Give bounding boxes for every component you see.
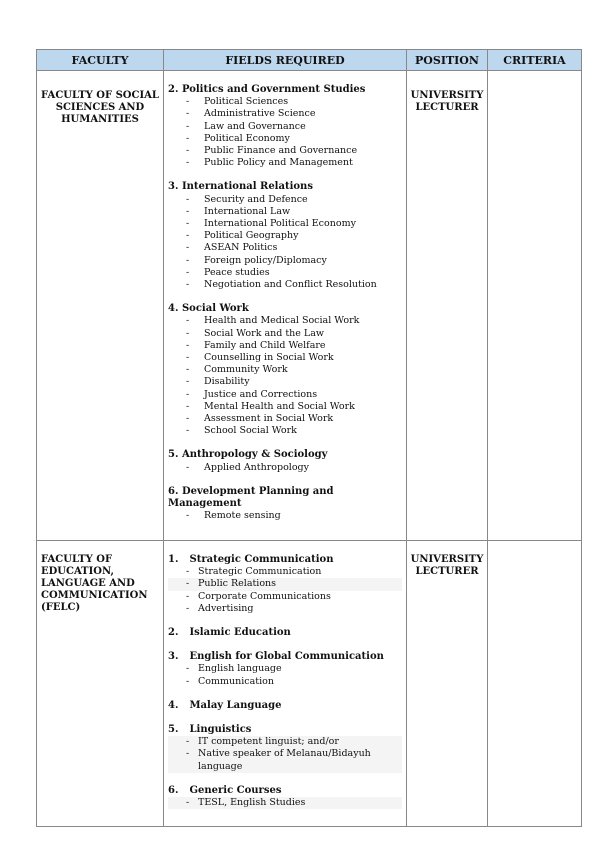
field-items xyxy=(168,736,402,773)
dash-bullet-icon: - xyxy=(186,663,190,675)
field-section-title xyxy=(168,651,402,663)
dash-bullet-icon: - xyxy=(186,736,190,748)
dash-bullet-icon: - xyxy=(186,205,190,217)
field-item-text: International Political Economy xyxy=(204,218,356,230)
field-section-title xyxy=(168,700,402,712)
position-cell: UNIVERSITY LECTURER xyxy=(407,541,488,827)
field-item-text: Native speaker of Melanau/Bidayuh language xyxy=(198,748,371,772)
criteria-cell xyxy=(488,541,582,827)
field-section-title xyxy=(168,181,402,193)
dash-bullet-icon: - xyxy=(186,218,190,230)
field-section-label: Generic Courses xyxy=(189,784,282,796)
dash-bullet-icon: - xyxy=(186,242,190,254)
field-items xyxy=(168,510,402,522)
list-item xyxy=(168,603,402,615)
dash-bullet-icon: - xyxy=(186,315,190,327)
dash-bullet-icon: - xyxy=(186,132,190,144)
field-item-text: Social Work and the Law xyxy=(204,327,325,339)
field-section-number: 4. xyxy=(168,699,179,711)
field-item-text: Foreign policy/Diplomacy xyxy=(204,254,327,266)
field-section-title xyxy=(168,554,402,566)
field-section xyxy=(168,651,402,688)
field-items xyxy=(168,566,402,615)
field-item-text: Strategic Communication xyxy=(198,566,322,578)
field-items xyxy=(168,315,402,437)
fields-cell xyxy=(164,541,407,827)
header-faculty: FACULTY xyxy=(37,50,164,71)
list-item xyxy=(168,462,402,474)
field-section-number: 1. xyxy=(168,554,179,565)
criteria-cell xyxy=(488,71,582,541)
field-section xyxy=(168,785,402,809)
field-section xyxy=(168,554,402,615)
list-item xyxy=(168,401,402,413)
field-item-text: Counselling in Social Work xyxy=(204,352,334,364)
faculty-cell: FACULTY OF SOCIAL SCIENCES AND HUMANITIES xyxy=(37,71,164,541)
dash-bullet-icon: - xyxy=(186,120,190,132)
field-items xyxy=(168,462,402,474)
field-item-text: IT competent linguist; and/or xyxy=(198,736,339,748)
field-item-text: Mental Health and Social Work xyxy=(204,400,355,412)
list-item xyxy=(168,676,402,688)
fields-list xyxy=(168,554,402,809)
field-section-number: 5. xyxy=(168,724,179,736)
dash-bullet-icon: - xyxy=(186,675,190,687)
dash-bullet-icon: - xyxy=(186,108,190,120)
fields-list xyxy=(168,84,402,523)
field-item-text: Law and Governance xyxy=(204,120,306,132)
field-section-number: 2. xyxy=(168,627,179,639)
field-section-title xyxy=(168,627,402,639)
field-section-label: Islamic Education xyxy=(189,627,291,639)
field-item-text: Justice and Corrections xyxy=(204,388,318,400)
dash-bullet-icon: - xyxy=(186,157,190,169)
list-item xyxy=(168,328,402,340)
dash-bullet-icon: - xyxy=(186,590,190,602)
field-section xyxy=(168,700,402,712)
dash-bullet-icon: - xyxy=(186,96,190,108)
field-item-text: Peace studies xyxy=(204,266,270,278)
field-item-text: Applied Anthropology xyxy=(204,461,310,473)
list-item xyxy=(168,376,402,388)
dash-bullet-icon: - xyxy=(186,566,190,578)
field-section-label: Linguistics xyxy=(189,724,252,736)
field-section-title xyxy=(168,84,402,96)
list-item xyxy=(168,748,402,772)
field-item-text: Public Relations xyxy=(198,578,277,590)
dash-bullet-icon: - xyxy=(186,425,190,437)
field-section xyxy=(168,627,402,639)
field-section-label: Politics and Government Studies xyxy=(181,84,366,95)
field-item-text: Family and Child Welfare xyxy=(204,339,326,351)
list-item xyxy=(168,206,402,218)
field-item-text: Communication xyxy=(198,675,274,687)
list-item xyxy=(168,96,402,108)
table-row xyxy=(37,71,582,541)
field-item-text: Political Geography xyxy=(204,230,299,242)
list-item xyxy=(168,255,402,267)
field-section-title xyxy=(168,449,402,461)
list-item xyxy=(168,566,402,578)
list-item xyxy=(168,133,402,145)
field-item-text: Advertising xyxy=(198,602,254,614)
dash-bullet-icon: - xyxy=(186,388,190,400)
field-section-number: 5. xyxy=(168,449,179,461)
field-item-text: International Law xyxy=(204,205,291,217)
position-cell: UNIVERSITY LECTURER xyxy=(407,71,488,541)
list-item xyxy=(168,736,402,748)
fields-cell xyxy=(164,71,407,541)
dash-bullet-icon: - xyxy=(186,578,190,590)
faculty-cell: FACULTY OF EDUCATION, LANGUAGE AND COMMUNICATION (FELC) xyxy=(37,541,164,827)
dash-bullet-icon: - xyxy=(186,230,190,242)
field-section-label: Social Work xyxy=(181,303,249,315)
dash-bullet-icon: - xyxy=(186,266,190,278)
field-section xyxy=(168,486,402,523)
field-item-text: TESL, English Studies xyxy=(198,797,306,809)
field-section-title xyxy=(168,785,402,797)
dash-bullet-icon: - xyxy=(186,510,190,522)
list-item xyxy=(168,279,402,291)
list-item xyxy=(168,510,402,522)
dash-bullet-icon: - xyxy=(186,602,190,614)
dash-bullet-icon: - xyxy=(186,352,190,364)
header-fields-required: FIELDS REQUIRED xyxy=(164,50,407,71)
list-item xyxy=(168,364,402,376)
field-item-text: Public Policy and Management xyxy=(204,157,353,169)
list-item xyxy=(168,578,402,590)
field-section-title xyxy=(168,724,402,736)
list-item xyxy=(168,145,402,157)
dash-bullet-icon: - xyxy=(186,413,190,425)
list-item xyxy=(168,413,402,425)
list-item xyxy=(168,797,402,809)
dash-bullet-icon: - xyxy=(186,279,190,291)
list-item xyxy=(168,218,402,230)
list-item xyxy=(168,157,402,169)
field-item-text: Security and Defence xyxy=(204,193,308,205)
field-section xyxy=(168,449,402,473)
dash-bullet-icon: - xyxy=(186,145,190,157)
field-section-number: 6. xyxy=(168,784,179,796)
field-section-number: 6. xyxy=(168,485,179,497)
field-section-label: Development Planning and Management xyxy=(168,485,334,510)
dash-bullet-icon: - xyxy=(186,339,190,351)
field-items xyxy=(168,96,402,169)
field-items xyxy=(168,663,402,687)
field-section-number: 3. xyxy=(168,181,179,193)
field-section xyxy=(168,181,402,291)
field-section-label: Anthropology & Sociology xyxy=(181,449,328,461)
field-item-text: Disability xyxy=(204,376,250,388)
field-section-label: Malay Language xyxy=(189,699,282,711)
dash-bullet-icon: - xyxy=(186,748,190,760)
field-item-text: Community Work xyxy=(204,364,288,376)
list-item xyxy=(168,389,402,401)
field-item-text: English language xyxy=(198,663,282,675)
list-item xyxy=(168,315,402,327)
list-item xyxy=(168,194,402,206)
dash-bullet-icon: - xyxy=(186,364,190,376)
field-item-text: Corporate Communications xyxy=(198,590,331,602)
dash-bullet-icon: - xyxy=(186,461,190,473)
dash-bullet-icon: - xyxy=(186,254,190,266)
field-item-text: Assessment in Social Work xyxy=(204,413,334,425)
field-item-text: Administrative Science xyxy=(204,108,316,120)
field-items xyxy=(168,194,402,292)
field-item-text: Political Sciences xyxy=(204,96,289,108)
field-item-text: Negotiation and Conflict Resolution xyxy=(204,279,377,291)
dash-bullet-icon: - xyxy=(186,327,190,339)
list-item xyxy=(168,663,402,675)
list-item xyxy=(168,267,402,279)
field-section-number: 4. xyxy=(168,303,179,315)
list-item xyxy=(168,591,402,603)
field-item-text: School Social Work xyxy=(204,425,297,437)
field-section xyxy=(168,303,402,437)
field-section-number: 3. xyxy=(168,651,179,663)
field-section-label: English for Global Communication xyxy=(189,651,384,663)
field-item-text: Public Finance and Governance xyxy=(204,145,358,157)
list-item xyxy=(168,230,402,242)
header-criteria: CRITERIA xyxy=(488,50,582,71)
field-section xyxy=(168,84,402,169)
list-item xyxy=(168,340,402,352)
list-item xyxy=(168,242,402,254)
list-item xyxy=(168,425,402,437)
dash-bullet-icon: - xyxy=(186,193,190,205)
field-item-text: ASEAN Politics xyxy=(204,242,278,254)
dash-bullet-icon: - xyxy=(186,797,190,809)
field-items xyxy=(168,797,402,809)
dash-bullet-icon: - xyxy=(186,400,190,412)
field-section-title xyxy=(168,486,402,510)
field-section-label: International Relations xyxy=(181,181,313,193)
list-item xyxy=(168,352,402,364)
field-section-title xyxy=(168,303,402,315)
dash-bullet-icon: - xyxy=(186,376,190,388)
field-item-text: Remote sensing xyxy=(204,510,281,522)
field-section-label: Strategic Communication xyxy=(189,554,334,565)
header-row xyxy=(37,50,582,71)
field-item-text: Health and Medical Social Work xyxy=(204,315,360,327)
header-position: POSITION xyxy=(407,50,488,71)
list-item xyxy=(168,121,402,133)
field-section xyxy=(168,724,402,773)
list-item xyxy=(168,108,402,120)
vacancy-table xyxy=(36,49,582,827)
field-section-number: 2. xyxy=(168,84,179,95)
table-row xyxy=(37,541,582,827)
field-item-text: Political Economy xyxy=(204,132,290,144)
